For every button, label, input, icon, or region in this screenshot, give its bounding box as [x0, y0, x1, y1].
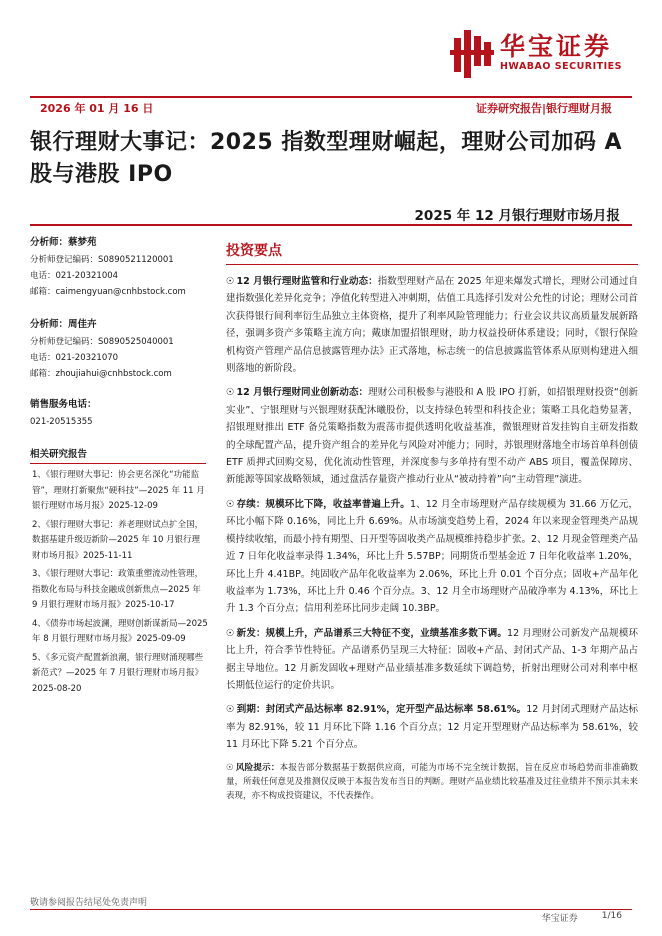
- header-bar: [30, 100, 632, 115]
- related-report-item[interactable]: 4、《债券市场起波澜，理财创新谋新局—2025 年 8 月银行理财市场月报》2025-09-09: [32, 618, 208, 644]
- logo-name-en: HWABAO SECURITIES: [499, 61, 622, 72]
- analyst-email[interactable]: 邮箱：zhoujiahui@cnhbstock.com: [30, 369, 172, 379]
- key-point: [226, 273, 638, 377]
- analyst-phone: 电话：021-20321004: [30, 271, 119, 281]
- analyst-reg: 分析师登记编码：S0890525040001: [30, 337, 174, 347]
- report-category: 证券研究报告|银行理财月报: [475, 102, 612, 115]
- bullet-icon: ☉: [226, 387, 235, 399]
- report-date: 2026 年 01 月 16 日: [40, 102, 154, 115]
- page-number: 1/16: [601, 911, 622, 921]
- analyst-reg: 分析师登记编码：S0890521120001: [30, 255, 174, 265]
- analyst-email[interactable]: 邮箱：caimengyuan@cnhbstock.com: [30, 287, 186, 297]
- analyst-name: 蔡梦苑: [68, 237, 97, 248]
- key-point-body: 12 月理财公司新发产品规模环比上升，符合季节性特征。产品谱系仍呈现三大特征：固收+产品、封闭式产品、1-3 年期产品占据主导地位。12 月新发固收+理财产品业绩基准多数延续下调趋势，折射出理财公司对利率中枢长期低位运行的定价共识。: [226, 627, 638, 691]
- bullet-icon: ☉: [226, 627, 235, 639]
- sales-label: 销售服务电话：: [30, 399, 97, 410]
- bullet-icon: ☉: [226, 704, 235, 716]
- related-report-item[interactable]: 5、《多元资产配置新浪潮，银行理财涌现哪些新范式？—2025 年 7 月银行理财市场月报》2025-08-20: [32, 652, 204, 694]
- key-point-body: 12 月封闭式理财产品达标率为 82.91%，较 11 月环比下降 1.16 个百分点；12 月定开型理财产品达标率为 58.61%，较 11 月环比下降 5.21 个百分点。: [226, 704, 638, 751]
- related-report-item[interactable]: 2、《银行理财大事记：养老理财试点扩全国，数据基建升级迈新阶—2025 年 10 月银行理财市场月报》2025-11-11: [32, 519, 204, 561]
- key-point-lead: 存续：规模环比下降，收益率普遍上升。: [236, 498, 410, 510]
- analyst-card: [30, 234, 210, 300]
- main-content: [226, 240, 638, 803]
- bullet-icon: ☉: [226, 762, 234, 773]
- key-point-lead: 12 月银行理财同业创新动态：: [236, 387, 369, 399]
- footer: [542, 911, 622, 924]
- risk-warning: [226, 761, 638, 804]
- header-divider: [30, 96, 632, 98]
- bullet-icon: ☉: [226, 276, 235, 287]
- key-point-body: 理财公司积极参与港股和 A 股 IPO 打新，如招银理财投资“创新实业”、宁银理财与兴银理财获配沐曦股份，以支持绿色转型和科技企业；策略工具化趋势显著，招银理财推出 ETF 备兑策略指数为震荡市提供透明化收益基准，微银理财首发挂钩自主研发指数的全球配置产品，提升资产组合的差异化与风险对冲能力；同时，苏银理财落地全市场首单科创债 ETF 质押式回购交易，优化流动性管理，并深度参与多单持有型不动产 ABS 项目，覆盖保障房、新能源等国家战略领域，通过盘活存量资产推动行业从“被动持着”向“主动管理”演进。: [226, 387, 639, 486]
- company-logo: [450, 28, 622, 78]
- key-point-body: 指数型理财产品在 2025 年迎来爆发式增长，理财公司通过自建指数强化差异化竞争；净值化转型进入冲刺期，估值工具选择引发对公允性的讨论；理财公司首次获得银行间利率衍生品独立主体资格，提升了利率风险管理能力；行业会议共议高质量发展新路径，强调多资产多策略主流方向；戴康加盟招银理财，助力权益投研体系建设；同时，《银行保险机构资产管理产品信息披露管理办法》正式落地，标志统一的信息披露监管体系从原则构建进入细则落地的新阶段。: [226, 276, 638, 375]
- key-point: [226, 384, 638, 488]
- disclaimer-note: 敬请参阅报告结尾处免责声明: [30, 898, 148, 908]
- analyst-label: 分析师：: [30, 237, 69, 248]
- footer-divider: [30, 909, 632, 910]
- logo-name-cn: 华宝证券: [499, 32, 612, 61]
- risk-lead: 风险提示：: [235, 762, 280, 773]
- sales-phone: 021-20515355: [30, 417, 93, 427]
- key-point-lead: 12 月银行理财监管和行业动态：: [236, 276, 378, 287]
- related-report-item[interactable]: 1、《银行理财大事记：协会更名深化“功能监管”，理财打新聚焦“硬科技”—2025 年 11 月银行理财市场月报》2025-12-09: [32, 470, 205, 511]
- analyst-name: 周佳卉: [68, 319, 97, 330]
- key-point-body: 1、12 月全市场理财产品存续规模为 31.66 万亿元，环比小幅下降 0.16%，同比上升 6.69%。从市场演变趋势上看，2024 年以来现金管理类产品规模持续收缩，而最小持有期型、日开型等固收类产品规模维持稳步扩张。2、12 月现金管理类产品近 7 日年化收益率录得 1.34%，环比上升 5.57BP；同期货币型基金近 7 日年化收益率 1.20%，环比上升 4.41BP。纯固收产品年化收益率为 2.06%，环比上升 0.01 个百分点；固收+产品年化收益率为 1.73%，环比上升 0.46 个百分点。3、12 月全市场理财产品破净率为 4.13%，环比上升 1.3 个百分点；信用利差环比同步走阔 10.3BP。: [226, 498, 638, 615]
- key-point-lead: 新发：规模上升，产品谱系三大特征不变，业绩基准多数下调。: [236, 627, 508, 639]
- key-point-lead: 到期：封闭式产品达标率 82.91%，定开型产品达标率 58.61%。: [236, 704, 527, 716]
- key-point: [226, 701, 638, 753]
- bullet-icon: ☉: [226, 498, 235, 510]
- analyst-phone: 电话：021-20321070: [30, 353, 119, 363]
- sidebar: [30, 234, 210, 697]
- related-reports-title: 相关研究报告: [30, 446, 206, 464]
- report-title: 银行理财大事记：2025 指数型理财崛起，理财公司加码 A 股与港股 IPO: [30, 130, 623, 187]
- footer-brand: 华宝证券: [541, 914, 578, 924]
- risk-body: 本报告部分数据基于数据供应商，可能为市场不完全统计数据，旨在反应市场趋势而非准确数量，所载任何意见及推测仅反映于本报告发布当日的判断。理财产品业绩比较基准及过往业绩并不预示其未来表现，亦不构成投资建议，不代表操作。: [226, 762, 638, 801]
- title-divider: [30, 224, 632, 226]
- key-point: [226, 625, 638, 695]
- key-point: [226, 496, 638, 618]
- logo-mark-icon: [450, 28, 494, 78]
- analyst-label: 分析师：: [30, 319, 69, 330]
- report-subtitle: 2025 年 12 月银行理财市场月报: [414, 208, 620, 224]
- analyst-card: [30, 316, 210, 382]
- related-report-item[interactable]: 3、《银行理财大事记：政策重塑流动性管理，指数化布局与科技金融成创新焦点—2025 年 9 月银行理财市场月报》2025-10-17: [32, 569, 204, 610]
- section-title: 投资要点: [226, 240, 638, 265]
